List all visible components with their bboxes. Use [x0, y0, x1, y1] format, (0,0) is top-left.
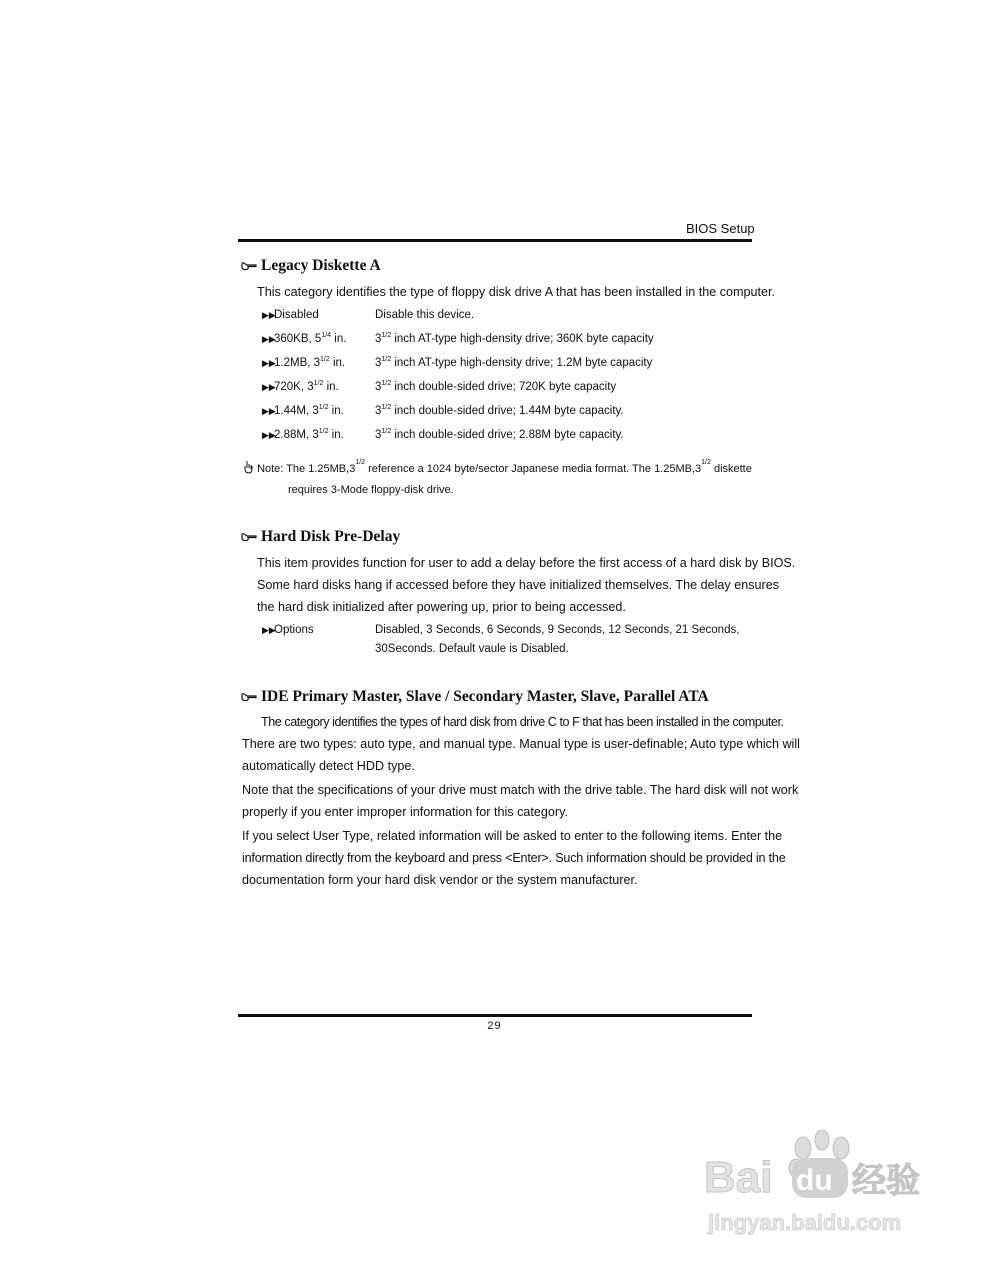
desc-text: 3	[375, 357, 382, 369]
double-arrow-icon: ▶▶	[262, 406, 276, 416]
note-text-2: reference a 1024 byte/sector Japanese media format. The 1.25MB,3	[365, 463, 702, 475]
desc-text: 3	[375, 405, 382, 417]
option-name: 1.2MB, 3	[274, 357, 321, 369]
section-title-text: Legacy Diskette A	[261, 257, 381, 274]
legacy-option-row	[262, 333, 346, 349]
legacy-option-row	[262, 405, 344, 421]
ide-line-4: Note that the specifications of your drive must match with the drive table. The hard disk will not work	[242, 783, 799, 797]
section-title-text: IDE Primary Master, Slave / Secondary Master, Slave, Parallel ATA	[261, 688, 709, 705]
option-name-sup: 1/2	[320, 356, 330, 363]
option-name-sup: 1/4	[321, 332, 332, 339]
desc-text-rest: inch double-sided drive; 2.88M byte capacity.	[391, 429, 624, 441]
note-hand-icon	[242, 460, 254, 474]
desc-text: 3	[375, 381, 382, 393]
option-name: 720K, 3	[274, 381, 314, 393]
desc-sup: 1/2	[381, 428, 392, 435]
option-name-sup: 1/2	[313, 380, 324, 387]
hdd-delay-line-2: Some hard disks hang if accessed before they have initialized themselves. The delay ensures	[257, 578, 780, 592]
hdd-delay-line-1: This item provides function for user to add a delay before the first access of a hard disk by BIOS.	[257, 556, 796, 570]
double-arrow-icon: ▶▶	[262, 334, 276, 344]
legacy-option-row	[262, 429, 344, 445]
double-arrow-icon: ▶▶	[262, 625, 276, 635]
hdd-delay-line-3: the hard disk initialized after powering up, prior to being accessed.	[257, 600, 626, 614]
pointing-hand-icon	[241, 532, 257, 542]
ide-line-3: automatically detect HDD type.	[242, 759, 415, 773]
option-label: Options	[274, 624, 314, 636]
desc-text-rest: inch AT-type high-density drive; 1.2M byte capacity	[391, 357, 653, 369]
double-arrow-icon: ▶▶	[262, 430, 276, 440]
option-name: 1.44M, 3	[274, 405, 319, 417]
note-sup-1: 1/2	[355, 459, 366, 466]
pointing-hand-icon	[241, 692, 257, 702]
section-title-ide	[241, 688, 709, 706]
watermark-brand-text: Bai	[704, 1153, 773, 1202]
section-title-legacy-diskette	[241, 257, 381, 275]
legacy-option-desc	[375, 429, 624, 441]
ide-line-8: documentation form your hard disk vendor or the system manufacturer.	[242, 873, 638, 887]
watermark-cn-text: 经验	[852, 1161, 920, 1201]
legacy-intro: This category identifies the type of floppy disk drive A that has been installed in the computer.	[257, 285, 776, 299]
header-rule	[238, 239, 752, 242]
option-name: Disabled	[274, 309, 319, 321]
note-text-1: Note: The 1.25MB,3	[257, 463, 356, 475]
legacy-option-desc	[375, 381, 616, 393]
double-arrow-icon: ▶▶	[262, 382, 276, 392]
option-name-sup: 1/2	[318, 404, 329, 411]
desc-sup: 1/2	[381, 356, 392, 363]
section-title-hdd-delay	[241, 528, 400, 546]
footer-rule	[238, 1014, 752, 1017]
note-text-3: diskette	[710, 463, 752, 475]
desc-sup: 1/2	[381, 332, 392, 339]
page-number: 29	[487, 1020, 502, 1032]
double-arrow-icon: ▶▶	[262, 310, 276, 320]
baidu-watermark-logo	[700, 1130, 940, 1240]
legacy-option-desc	[375, 405, 624, 417]
pointing-hand-icon	[241, 261, 257, 271]
hdd-delay-option-row	[262, 624, 314, 640]
ide-line-1: The category identifies the types of hard disk from drive C to F that has been installed in the computer.	[261, 715, 784, 729]
hdd-delay-option-desc-2: 30Seconds. Default vaule is Disabled.	[375, 643, 569, 655]
option-name-suffix: in.	[323, 381, 339, 393]
legacy-option-row	[262, 357, 345, 373]
double-arrow-icon: ▶▶	[262, 358, 276, 368]
watermark-du-text: du	[796, 1164, 833, 1197]
desc-sup: 1/2	[381, 380, 392, 387]
legacy-option-row	[262, 309, 319, 325]
legacy-note	[242, 460, 752, 475]
legacy-option-desc	[375, 309, 474, 321]
option-name-suffix: in.	[329, 357, 346, 369]
desc-sup: 1/2	[381, 404, 392, 411]
legacy-option-desc	[375, 357, 652, 369]
legacy-option-desc	[375, 333, 654, 345]
watermark-url: jingyan.baidu.com	[708, 1210, 902, 1235]
section-title-text: Hard Disk Pre-Delay	[261, 528, 401, 545]
legacy-option-row	[262, 381, 339, 397]
desc-text: 3	[375, 333, 382, 345]
ide-line-2: There are two types: auto type, and manual type. Manual type is user-definable; Auto type which will	[242, 737, 800, 751]
ide-line-7: information directly from the keyboard and press <Enter>. Such information should be provided in the	[242, 851, 786, 865]
desc-text-rest: inch double-sided drive; 1.44M byte capacity.	[391, 405, 624, 417]
desc-text-rest: inch double-sided drive; 720K byte capacity	[391, 381, 617, 393]
page-header-label: BIOS Setup	[686, 221, 755, 236]
legacy-note-line2: requires 3-Mode floppy-disk drive.	[288, 484, 454, 496]
ide-line-5: properly if you enter improper information for this category.	[242, 805, 568, 819]
ide-line-6: If you select User Type, related information will be asked to enter to the following items. Enter the	[242, 829, 783, 843]
desc-text-rest: inch AT-type high-density drive; 360K byte capacity	[391, 333, 654, 345]
option-name-suffix: in.	[328, 429, 344, 441]
option-name: 360KB, 5	[274, 333, 322, 345]
desc-text: 3	[375, 429, 382, 441]
option-name-sup: 1/2	[318, 428, 329, 435]
option-name-suffix: in.	[331, 333, 347, 345]
hdd-delay-option-desc-1: Disabled, 3 Seconds, 6 Seconds, 9 Seconds, 12 Seconds, 21 Seconds,	[375, 624, 740, 636]
note-sup-2: 1/2	[701, 459, 711, 466]
option-name: 2.88M, 3	[274, 429, 319, 441]
option-name-suffix: in.	[328, 405, 344, 417]
desc-text: Disable this device.	[375, 309, 475, 321]
